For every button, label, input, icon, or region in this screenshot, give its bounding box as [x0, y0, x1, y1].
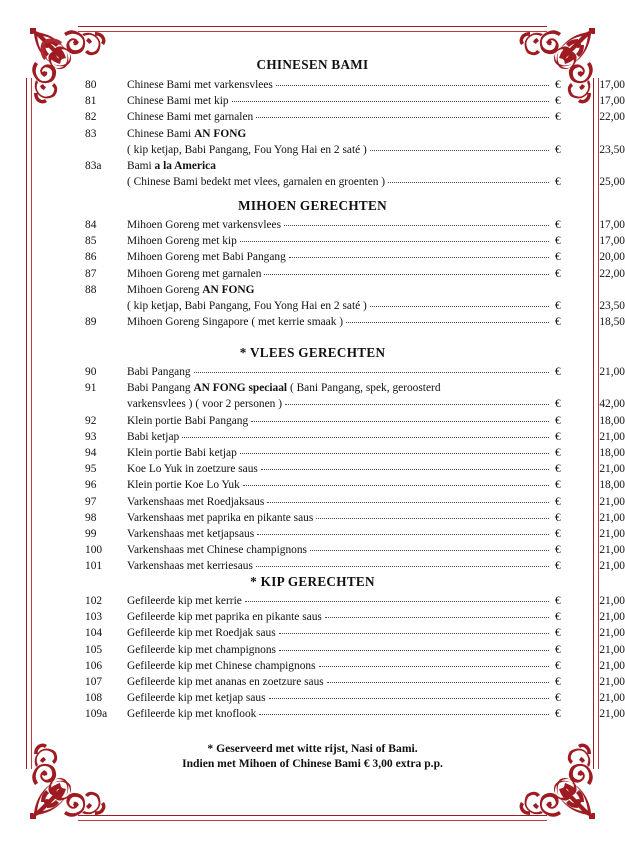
item-name: [127, 142, 370, 158]
currency-symbol: €: [555, 511, 561, 524]
item-name-text: Varkenshaas met paprika en pikante saus: [127, 511, 314, 524]
currency-symbol: €: [555, 398, 561, 411]
item-price: 21,00: [599, 463, 625, 476]
item-number: 96: [85, 479, 97, 492]
currency-symbol: €: [555, 676, 561, 689]
item-price: 21,00: [599, 528, 625, 541]
leader-dots: [256, 558, 549, 569]
menu-item-row[interactable]: [0, 494, 625, 510]
menu-item-row[interactable]: [0, 658, 625, 674]
menu-item-continuation-row[interactable]: [0, 298, 625, 314]
leader-dots: [388, 174, 549, 185]
item-name: [127, 429, 182, 445]
item-name: [127, 658, 319, 674]
item-name-emphasis: a la America: [154, 160, 216, 173]
menu-item-row[interactable]: [0, 249, 625, 265]
menu-item-row[interactable]: [0, 642, 625, 658]
item-name: [127, 690, 269, 706]
item-name-text: Mihoen Goreng met varkensvlees: [127, 219, 282, 231]
leader-dots: [245, 593, 549, 604]
leader-dots: [370, 142, 549, 153]
item-name-text: Gefileerde kip met kerrie: [127, 595, 242, 607]
currency-symbol: €: [555, 495, 561, 508]
currency-symbol: €: [555, 79, 561, 91]
item-name: [127, 364, 194, 380]
section-title: MIHOEN GERECHTEN: [238, 198, 387, 213]
item-name: [127, 314, 346, 330]
item-price: 23,50: [599, 300, 625, 313]
item-number: 104: [85, 627, 103, 640]
item-name-text: Gefileerde kip met paprika en pikante saus: [127, 611, 322, 624]
item-name: [127, 642, 279, 658]
currency-symbol: €: [555, 143, 561, 156]
item-name: [127, 445, 240, 461]
currency-symbol: €: [555, 463, 561, 476]
item-name-text: Gefileerde kip met Chinese champignons: [127, 659, 316, 672]
currency-symbol: €: [555, 611, 561, 624]
currency-symbol: €: [555, 267, 561, 280]
leader-dots: [346, 314, 549, 325]
item-number: 95: [85, 463, 97, 476]
item-number: 94: [85, 447, 97, 460]
item-number: 107: [85, 676, 103, 689]
leader-dots: [310, 542, 549, 553]
menu-item-row[interactable]: [0, 93, 625, 109]
item-name: [127, 266, 264, 282]
item-price: 18,50: [599, 316, 625, 329]
item-number: 90: [85, 366, 97, 378]
border-line-top: [78, 26, 547, 32]
item-name-text: Bami: [127, 160, 155, 173]
item-number: 99: [85, 528, 97, 541]
currency-symbol: €: [555, 300, 561, 313]
item-price: 21,00: [599, 708, 625, 721]
item-price: 18,00: [599, 447, 625, 460]
section-title: * VLEES GERECHTEN: [239, 345, 386, 360]
item-number: 86: [85, 251, 97, 264]
item-name-text: Gefileerde kip met knoflook: [127, 708, 257, 721]
item-name-emphasis: AN FONG: [194, 127, 247, 140]
item-price: 17,00: [599, 95, 625, 108]
menu-item-row[interactable]: [0, 364, 625, 380]
leader-dots: [289, 249, 549, 260]
item-name: [127, 217, 284, 233]
leader-dots: [258, 282, 549, 293]
menu-item-row[interactable]: [0, 461, 625, 477]
menu-item-row[interactable]: [0, 558, 625, 574]
leader-dots: [279, 625, 549, 636]
item-name: [127, 625, 279, 641]
menu-item-row[interactable]: [0, 593, 625, 609]
item-price: 21,00: [599, 659, 625, 672]
item-name: [127, 413, 251, 429]
item-name-text: varkensvlees ) ( voor 2 personen ): [127, 398, 282, 411]
item-price: 21,00: [599, 595, 625, 607]
currency-symbol: €: [555, 479, 561, 492]
item-name-emphasis: AN FONG speciaal: [193, 382, 288, 395]
item-price: 21,00: [599, 511, 625, 524]
menu-item-row[interactable]: [0, 126, 625, 142]
item-name: [127, 674, 327, 690]
menu-section: [0, 198, 625, 330]
item-number: 98: [85, 511, 97, 524]
leader-dots: [219, 158, 549, 169]
menu-item-row[interactable]: [0, 380, 625, 396]
currency-symbol: €: [555, 430, 561, 443]
item-number: 105: [85, 643, 103, 656]
item-name: [127, 396, 285, 412]
item-price: 21,00: [599, 611, 625, 624]
item-price: 21,00: [599, 544, 625, 557]
item-name: [127, 461, 261, 477]
footer-note-line-2: Indien met Mihoen of Chinese Bami € 3,00 extra p.p.: [182, 756, 443, 770]
leader-dots: [257, 526, 549, 537]
item-price: 23,50: [599, 143, 625, 156]
item-name-text: Babi ketjap: [127, 430, 180, 443]
item-price: 21,00: [599, 366, 625, 378]
footer-note-line-1: * Geserveerd met witte rijst, Nasi of Bami.: [207, 742, 418, 755]
leader-dots: [256, 109, 549, 120]
leader-dots: [276, 77, 549, 88]
menu-item-row[interactable]: [0, 233, 625, 249]
item-name-text: Babi Pangang: [127, 382, 194, 395]
item-name: [127, 77, 276, 93]
item-number: 108: [85, 692, 103, 705]
item-name: [127, 477, 243, 493]
leader-dots: [267, 494, 549, 505]
leader-dots: [285, 396, 549, 407]
leader-dots: [327, 674, 549, 685]
item-name-text: Varkenshaas met kerriesaus: [127, 560, 253, 573]
menu-item-row[interactable]: [0, 266, 625, 282]
item-name-text: Chinese Bami met garnalen: [127, 111, 254, 124]
menu-item-row[interactable]: [0, 282, 625, 298]
item-name-text: Klein portie Koe Lo Yuk: [127, 479, 240, 492]
item-number: 89: [85, 316, 97, 329]
leader-dots: [269, 690, 549, 701]
item-price: 21,00: [599, 560, 625, 573]
menu-item-row[interactable]: [0, 217, 625, 233]
currency-symbol: €: [555, 366, 561, 378]
item-number: 106: [85, 659, 103, 672]
currency-symbol: €: [555, 560, 561, 573]
menu-item-row[interactable]: [0, 526, 625, 542]
item-name: [127, 126, 249, 142]
item-name-text: Mihoen Goreng met Babi Pangang: [127, 251, 286, 264]
item-name-text: Chinese Bami met kip: [127, 95, 229, 108]
item-name-text: Mihoen Goreng met garnalen: [127, 267, 262, 280]
item-number: 91: [85, 382, 97, 395]
item-name: [127, 174, 388, 190]
item-price: 22,00: [599, 111, 625, 124]
item-name: [127, 380, 444, 396]
menu-item-row[interactable]: [0, 429, 625, 445]
section-title: CHINESEN BAMI: [256, 57, 369, 72]
item-name-suffix: ( Bani Pangang, spek, geroosterd: [287, 382, 441, 395]
item-name-text: ( kip ketjap, Babi Pangang, Fou Yong Hai en 2 saté ): [127, 143, 367, 156]
item-name-text: Gefileerde kip met champignons: [127, 643, 276, 656]
item-name: [127, 158, 219, 174]
menu-item-row[interactable]: [0, 445, 625, 461]
item-name: [127, 282, 258, 298]
item-number: 83: [85, 127, 97, 140]
item-number: 84: [85, 219, 97, 231]
currency-symbol: €: [555, 643, 561, 656]
leader-dots: [182, 429, 549, 440]
item-name-text: Mihoen Goreng: [127, 283, 203, 296]
menu-item-row[interactable]: [0, 690, 625, 706]
item-name-text: Varkenshaas met Roedjaksaus: [127, 495, 265, 508]
item-name: [127, 706, 259, 722]
item-name-text: Chinese Bami met varkensvlees: [127, 79, 273, 91]
leader-dots: [232, 93, 549, 104]
item-number: 109a: [85, 708, 108, 721]
item-name-text: Klein portie Babi Pangang: [127, 414, 249, 427]
item-name: [127, 494, 267, 510]
leader-dots: [243, 477, 549, 488]
item-number: 80: [85, 79, 97, 91]
item-name: [127, 249, 289, 265]
menu-item-row[interactable]: [0, 542, 625, 558]
item-name: [127, 233, 240, 249]
menu-item-row[interactable]: [0, 510, 625, 526]
item-price: 21,00: [599, 643, 625, 656]
item-price: 21,00: [599, 692, 625, 705]
menu-item-row[interactable]: [0, 77, 625, 93]
menu-item-row[interactable]: [0, 314, 625, 330]
item-price: 20,00: [599, 251, 625, 264]
leader-dots: [279, 642, 549, 653]
section-title: * KIP GERECHTEN: [250, 574, 375, 589]
leader-dots: [240, 445, 549, 456]
item-name: [127, 298, 370, 314]
leader-dots: [444, 380, 549, 391]
item-name: [127, 609, 325, 625]
menu-section: [0, 345, 625, 575]
item-name-text: Mihoen Goreng Singapore ( met kerrie smaak ): [127, 316, 344, 329]
leader-dots: [264, 266, 549, 277]
menu-item-continuation-row[interactable]: [0, 142, 625, 158]
item-number: 87: [85, 267, 97, 280]
leader-dots: [240, 233, 549, 244]
item-name: [127, 510, 316, 526]
item-number: 102: [85, 595, 103, 607]
item-number: 82: [85, 111, 97, 124]
item-name-emphasis: AN FONG: [202, 283, 255, 296]
leader-dots: [319, 658, 549, 669]
item-name-text: Gefileerde kip met Roedjak saus: [127, 627, 276, 640]
leader-dots: [284, 217, 549, 228]
leader-dots: [251, 413, 549, 424]
item-number: 100: [85, 544, 103, 557]
currency-symbol: €: [555, 251, 561, 264]
currency-symbol: €: [555, 235, 561, 248]
item-name-text: Klein portie Babi ketjap: [127, 447, 237, 460]
item-name-text: Gefileerde kip met ketjap saus: [127, 692, 266, 705]
item-name-text: Babi Pangang: [127, 366, 191, 378]
leader-dots: [370, 298, 549, 309]
item-price: 17,00: [599, 79, 625, 91]
item-number: 85: [85, 235, 97, 248]
currency-symbol: €: [555, 544, 561, 557]
menu-item-row[interactable]: [0, 477, 625, 493]
item-price: 21,00: [599, 676, 625, 689]
item-name-text: Koe Lo Yuk in zoetzure saus: [127, 463, 258, 476]
leader-dots: [316, 510, 549, 521]
item-number: 81: [85, 95, 97, 108]
item-number: 93: [85, 430, 97, 443]
currency-symbol: €: [555, 692, 561, 705]
currency-symbol: €: [555, 627, 561, 640]
footer-note: [0, 742, 625, 771]
menu-section: [0, 574, 625, 723]
item-name-text: Mihoen Goreng met kip: [127, 235, 237, 248]
currency-symbol: €: [555, 316, 561, 329]
currency-symbol: €: [555, 708, 561, 721]
item-price: 21,00: [599, 430, 625, 443]
menu-item-row[interactable]: [0, 158, 625, 174]
leader-dots: [261, 461, 549, 472]
item-number: 92: [85, 414, 97, 427]
menu-item-row[interactable]: [0, 413, 625, 429]
item-name: [127, 558, 256, 574]
menu-item-list: [0, 77, 625, 190]
item-name-text: ( Chinese Bami bedekt met vlees, garnalen en groenten ): [127, 176, 386, 189]
item-name: [127, 93, 232, 109]
currency-symbol: €: [555, 414, 561, 427]
item-price: 42,00: [599, 398, 625, 411]
item-price: 18,00: [599, 479, 625, 492]
item-name: [127, 542, 310, 558]
menu-item-list: [0, 593, 625, 723]
currency-symbol: €: [555, 176, 561, 189]
item-name-text: ( kip ketjap, Babi Pangang, Fou Yong Hai en 2 saté ): [127, 300, 367, 313]
item-number: 88: [85, 283, 97, 296]
currency-symbol: €: [555, 528, 561, 541]
item-price: 21,00: [599, 495, 625, 508]
item-name: [127, 109, 256, 125]
menu-item-row[interactable]: [0, 625, 625, 641]
item-name-text: Chinese Bami: [127, 127, 195, 140]
currency-symbol: €: [555, 219, 561, 231]
item-price: 17,00: [599, 235, 625, 248]
leader-dots: [259, 706, 549, 717]
item-price: 22,00: [599, 267, 625, 280]
leader-dots: [194, 364, 549, 375]
menu-item-list: [0, 364, 625, 575]
currency-symbol: €: [555, 659, 561, 672]
border-line-bottom: [78, 815, 547, 821]
item-number: 103: [85, 611, 103, 624]
menu-section: [0, 57, 625, 190]
menu-item-continuation-row[interactable]: [0, 396, 625, 412]
item-name: [127, 526, 257, 542]
leader-dots: [325, 609, 549, 620]
menu-item-row[interactable]: [0, 706, 625, 722]
menu-item-continuation-row[interactable]: [0, 174, 625, 190]
item-price: 17,00: [599, 219, 625, 231]
menu-item-list: [0, 217, 625, 330]
menu-item-row[interactable]: [0, 109, 625, 125]
currency-symbol: €: [555, 111, 561, 124]
leader-dots: [249, 126, 549, 137]
item-price: 21,00: [599, 627, 625, 640]
currency-symbol: €: [555, 595, 561, 607]
item-name-text: Varkenshaas met Chinese champignons: [127, 544, 307, 557]
menu-item-row[interactable]: [0, 609, 625, 625]
item-name-text: Gefileerde kip met ananas en zoetzure saus: [127, 676, 324, 689]
item-price: 25,00: [599, 176, 625, 189]
item-number: 83a: [85, 160, 102, 173]
currency-symbol: €: [555, 447, 561, 460]
menu-item-row[interactable]: [0, 674, 625, 690]
item-number: 101: [85, 560, 103, 573]
item-name-text: Varkenshaas met ketjapsaus: [127, 528, 255, 541]
currency-symbol: €: [555, 95, 561, 108]
item-price: 18,00: [599, 414, 625, 427]
item-number: 97: [85, 495, 97, 508]
item-name: [127, 593, 245, 609]
